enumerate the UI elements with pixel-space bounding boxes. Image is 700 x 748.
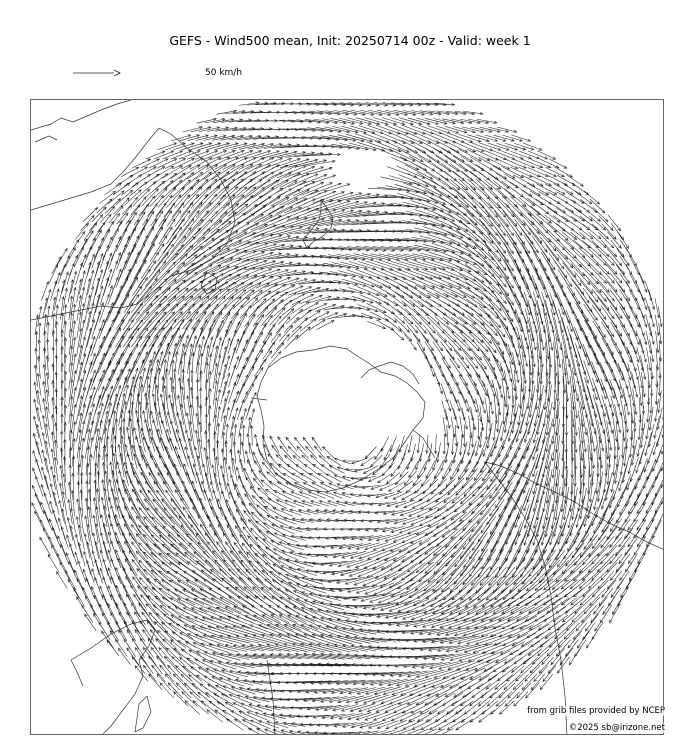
copyright-credit: ©2025 sb@irizone.net <box>568 723 665 733</box>
wind-vector-field <box>32 102 664 735</box>
data-source-credit: from grib files provided by NCEP <box>527 706 665 716</box>
map-canvas <box>31 100 664 735</box>
indonesia-coastline <box>31 100 131 142</box>
coastlines <box>31 100 664 735</box>
reference-vector-arrow <box>72 66 122 80</box>
wind-vector-map <box>30 99 664 735</box>
wind-arrows <box>32 102 664 735</box>
map-title: GEFS - Wind500 mean, Init: 20250714 00z - Valid: week 1 <box>169 33 531 48</box>
reference-vector-label: 50 km/h <box>205 68 243 78</box>
madagascar-coastline <box>135 696 151 732</box>
antarctica-coastline <box>257 346 425 492</box>
kerguelen-outline <box>267 660 275 735</box>
